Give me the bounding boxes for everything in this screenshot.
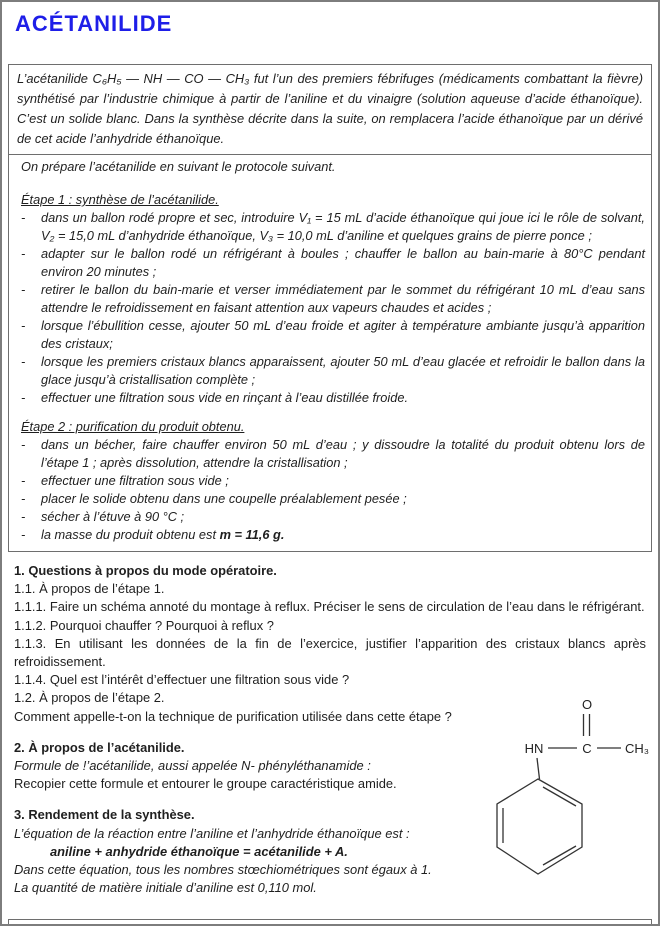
bullet-dash: - bbox=[21, 437, 26, 452]
question-1-1-2: 1.1.2. Pourquoi chauffer ? Pourquoi à reflux ? bbox=[14, 617, 274, 633]
step1-item bbox=[15, 317, 645, 353]
protocol-intro: On prépare l’acétanilide en suivant le protocole suivant. bbox=[21, 159, 336, 174]
section2-heading: 2. À propos de l’acétanilide. bbox=[14, 739, 185, 755]
mass-text-prefix: la masse du produit obtenu est bbox=[41, 527, 220, 542]
amine-hn-label: HN bbox=[524, 741, 544, 756]
bullet-dash: - bbox=[21, 527, 26, 542]
step2-item-text: dans un bécher, faire chauffer environ 50 mL d’eau ; y dissoudre la totalité du produit obtenu lors de l’étape 1 ; après dissolution, attendre la cristallisation ; bbox=[41, 437, 645, 470]
page-title: ACÉTANILIDE bbox=[15, 11, 173, 36]
step1-item-text: dans un ballon rodé propre et sec, introduire V₁ = 15 mL d’acide éthanoïque qui joue ici le rôle de solvant, V₂ = 15,0 mL d’anhydride éthanoïque, V₃ = 10,0 mL d’aniline et quelques grains de pierre ponce ; bbox=[41, 210, 645, 243]
step2-item-text: sécher à l’étuve à 90 °C ; bbox=[41, 509, 185, 524]
reaction-equation: aniline + anhydride éthanoïque = acétanilide + A. bbox=[50, 843, 348, 859]
carbon-atom-label: C bbox=[582, 741, 592, 756]
intro-text: L’acétanilide C₆H₅ — NH — CO — CH₃ fut l’un des premiers fébrifuges (médicaments combattant la fièvre) synthétisé par l’industrie chimique à partir de l’aniline et du vinaigre (solution aqueuse d’acide éthanoïque). C’est un solide blanc. Dans la synthèse décrite dans la suite, on remplacera l’acide éthanoïque par un dérivé de cet acide l’anhydride éthanoïque. bbox=[17, 71, 643, 146]
bullet-dash: - bbox=[21, 354, 26, 369]
ring-double-bond-line bbox=[543, 846, 576, 865]
methyl-group-label: CH₃ bbox=[624, 741, 650, 756]
bullet-dash: - bbox=[21, 473, 26, 488]
bullet-dash: - bbox=[21, 210, 26, 225]
step1-item bbox=[15, 353, 645, 389]
section2-instruction: Recopier cette formule et entourer le groupe caractéristique amide. bbox=[14, 776, 397, 792]
mass-value: m = 11,6 g. bbox=[219, 527, 285, 542]
step1-item-text: lorsque les premiers cristaux blancs apparaissent, ajouter 50 mL d’eau glacée et refroidir le ballon dans la glace jusqu’à cristallisation complète ; bbox=[41, 354, 645, 387]
bullet-dash: - bbox=[21, 390, 26, 405]
step2-item bbox=[15, 436, 645, 472]
section3-heading: 3. Rendement de la synthèse. bbox=[14, 807, 195, 823]
n-ring-bond-line bbox=[537, 758, 540, 779]
step2-item bbox=[15, 472, 645, 490]
bullet-dash: - bbox=[21, 318, 26, 333]
bullet-dash: - bbox=[21, 491, 26, 506]
formula-caption: Formule de !’acétanilide, aussi appelée N- phényléthanamide : bbox=[14, 758, 371, 774]
question-1-1-3: 1.1.3. En utilisant les données de la fin de l’exercice, justifier l’apparition des cristaux blancs après refroidissement. bbox=[14, 635, 646, 670]
ring-double-bond-line bbox=[543, 787, 576, 806]
step2-heading: Étape 2 : purification du produit obtenu. bbox=[21, 419, 245, 434]
step1-item bbox=[15, 281, 645, 317]
spacer bbox=[15, 176, 645, 191]
bottom-cutoff-box bbox=[8, 919, 652, 924]
step1-item bbox=[15, 209, 645, 245]
protocol-box bbox=[8, 155, 652, 552]
step2-item-text bbox=[41, 526, 645, 544]
section1-heading: 1. Questions à propos du mode opératoire. bbox=[14, 563, 277, 578]
step2-item-text: effectuer une filtration sous vide ; bbox=[41, 473, 229, 488]
step1-item bbox=[15, 389, 645, 407]
step1-heading: Étape 1 : synthèse de l’acétanilide. bbox=[21, 192, 219, 207]
step2-item bbox=[15, 508, 645, 526]
question-1-2-text: Comment appelle-t-on la technique de purification utilisée dans cette étape ? bbox=[14, 708, 452, 724]
question-1-1-1: 1.1.1. Faire un schéma annoté du montage à reflux. Préciser le sens de circulation de l’eau dans le réfrigérant. bbox=[14, 599, 645, 615]
step2-item bbox=[15, 490, 645, 508]
step1-item-text: retirer le ballon du bain-marie et verser immédiatement par le sommet du réfrigérant 10 mL d’eau sans attendre le refroidissement en faisant attention aux vapeurs chaudes et acides ; bbox=[41, 282, 645, 315]
oxygen-atom-label: O bbox=[581, 697, 593, 712]
section3-line3: La quantité de matière initiale d’aniline est 0,110 mol. bbox=[14, 880, 317, 896]
intro-text-box bbox=[8, 64, 652, 155]
step1-item-text: lorsque l’ébullition cesse, ajouter 50 mL d’eau froide et agiter à température ambiante jusqu’à apparition des cristaux; bbox=[41, 318, 645, 351]
question-1-1: 1.1. À propos de l’étape 1. bbox=[14, 581, 165, 597]
step2-item-text: placer le solide obtenu dans une coupelle préalablement pesée ; bbox=[41, 491, 407, 506]
acetanilide-structure-diagram bbox=[470, 688, 660, 888]
spacer bbox=[15, 407, 645, 418]
step1-item bbox=[15, 245, 645, 281]
bullet-dash: - bbox=[21, 282, 26, 297]
benzene-ring bbox=[497, 779, 582, 874]
section3-line1: L’équation de la réaction entre l’aniline et l’anhydride éthanoïque est : bbox=[14, 825, 410, 841]
bullet-dash: - bbox=[21, 246, 26, 261]
bullet-dash: - bbox=[21, 509, 26, 524]
question-1-2: 1.2. À propos de l’étape 2. bbox=[14, 690, 165, 706]
step1-item-text: effectuer une filtration sous vide en rinçant à l’eau distillée froide. bbox=[41, 390, 409, 405]
step1-item-text: adapter sur le ballon rodé un réfrigérant à boules ; chauffer le ballon au bain-marie à 80°C pendant environ 20 minutes ; bbox=[41, 246, 645, 279]
question-1-1-4: 1.1.4. Quel est l’intérêt d’effectuer une filtration sous vide ? bbox=[14, 672, 350, 688]
section3-line2: Dans cette équation, tous les nombres stœchiométriques sont égaux à 1. bbox=[14, 862, 432, 878]
step2-item-mass bbox=[15, 526, 645, 544]
